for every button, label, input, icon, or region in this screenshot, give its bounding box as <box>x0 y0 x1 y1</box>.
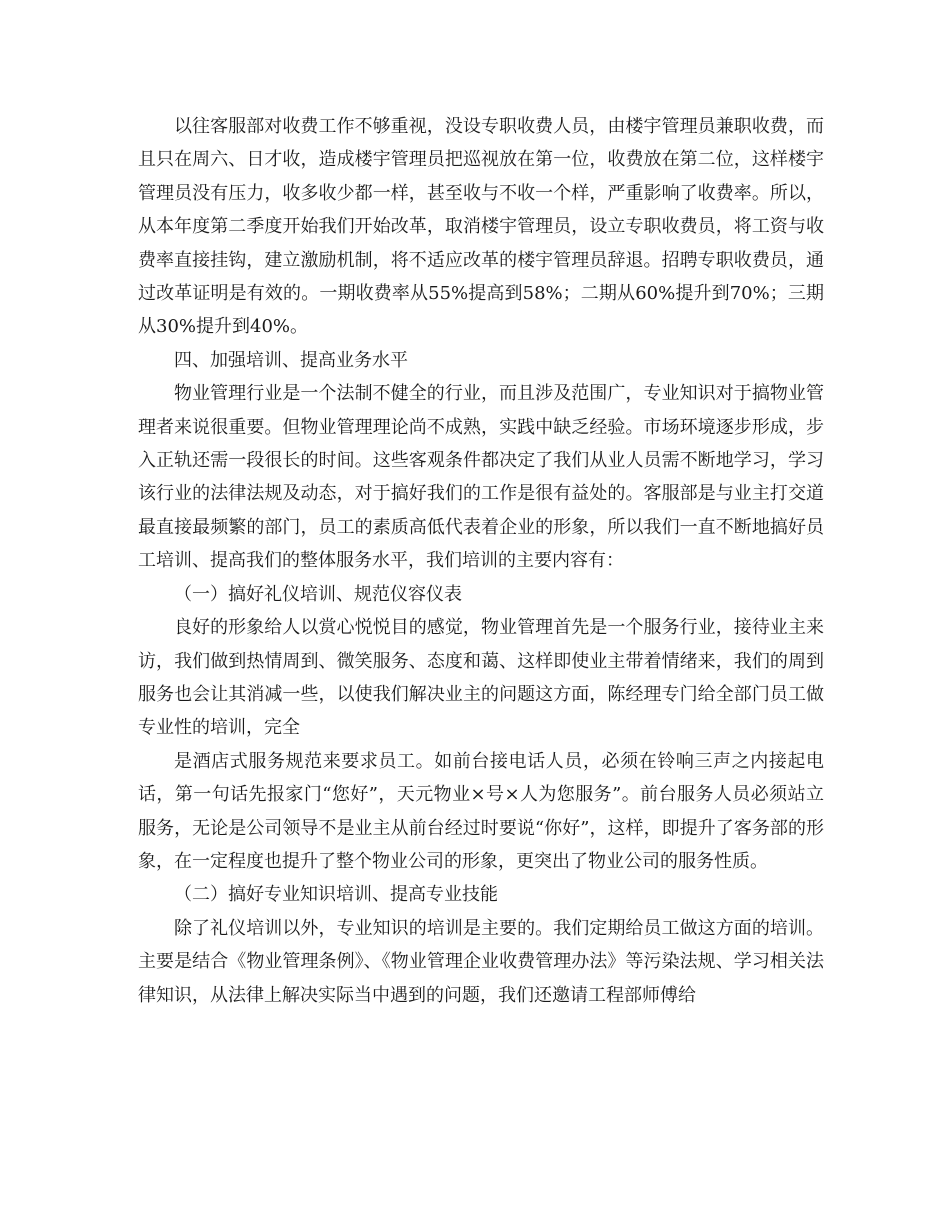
paragraph-hotel-service: 是酒店式服务规范来要求员工。如前台接电话人员，必须在铃响三声之内接起电话，第一句话先报家门“您好”，天元物业×号×人为您服务”。前台服务人员必须站立服务，无论是公司领导不是业主从前台经过时要说“你好”，这样，即提升了客务部的形象，在一定程度也提升了整个物业公司的形象，更突出了物业公司的服务性质。 <box>138 750 824 872</box>
subheading-etiquette-training: （一）搞好礼仪培训、规范仪容仪表 <box>174 583 462 605</box>
subheading-professional-training: （二）搞好专业知识培训、提高专业技能 <box>174 884 498 906</box>
paragraph-industry-training: 物业管理行业是一个法制不健全的行业，而且涉及范围广，专业知识对于搞物业管理者来说很重要。但物业管理理论尚不成熟，实践中缺乏经验。市场环境逐步形成，步入正轨还需一段很长的时间。这些客观条件都决定了我们从业人员需不断地学习，学习该行业的法律法规及动态，对于搞好我们的工作是很有益处的。客服部是与业主打交道最直接最频繁的部门，员工的素质高低代表着企业的形象，所以我们一直不断地搞好员工培训、提高我们的整体服务水平，我们培训的主要内容有： <box>138 383 824 572</box>
document-body <box>138 110 824 1012</box>
paragraph-fee-collection-reform: 以往客服部对收费工作不够重视，没设专职收费人员，由楼宇管理员兼职收费，而且只在周六、日才收，造成楼宇管理员把巡视放在第一位，收费放在第二位，这样楼宇管理员没有压力，收多收少都一样，甚至收与不收一个样，严重影响了收费率。所以，从本年度第二季度开始我们开始改革，取消楼宇管理员，设立专职收费员，将工资与收费率直接挂钩，建立激励机制，将不适应改革的楼宇管理员辞退。招聘专职收费员，通过改革证明是有效的。一期收费率从55%提高到58%；二期从60%提升到70%；三期从30%提升到40%。 <box>138 116 824 338</box>
paragraph-professional-knowledge: 除了礼仪培训以外，专业知识的培训是主要的。我们定期给员工做这方面的培训。主要是结合《物业管理条例》、《物业管理企业收费管理办法》等污染法规、学习相关法律知识，从法律上解决实际当中遇到的问题，我们还邀请工程部师傅给 <box>138 917 824 1006</box>
paragraph-good-image: 良好的形象给人以赏心悦悦目的感觉，物业管理首先是一个服务行业，接待业主来访，我们做到热情周到、微笑服务、态度和蔼、这样即使业主带着情绪来，我们的周到服务也会让其消减一些，以使我们解决业主的问题这方面，陈经理专门给全部门员工做专业性的培训，完全 <box>138 617 824 739</box>
section-heading-training: 四、加强培训、提高业务水平 <box>174 349 408 371</box>
